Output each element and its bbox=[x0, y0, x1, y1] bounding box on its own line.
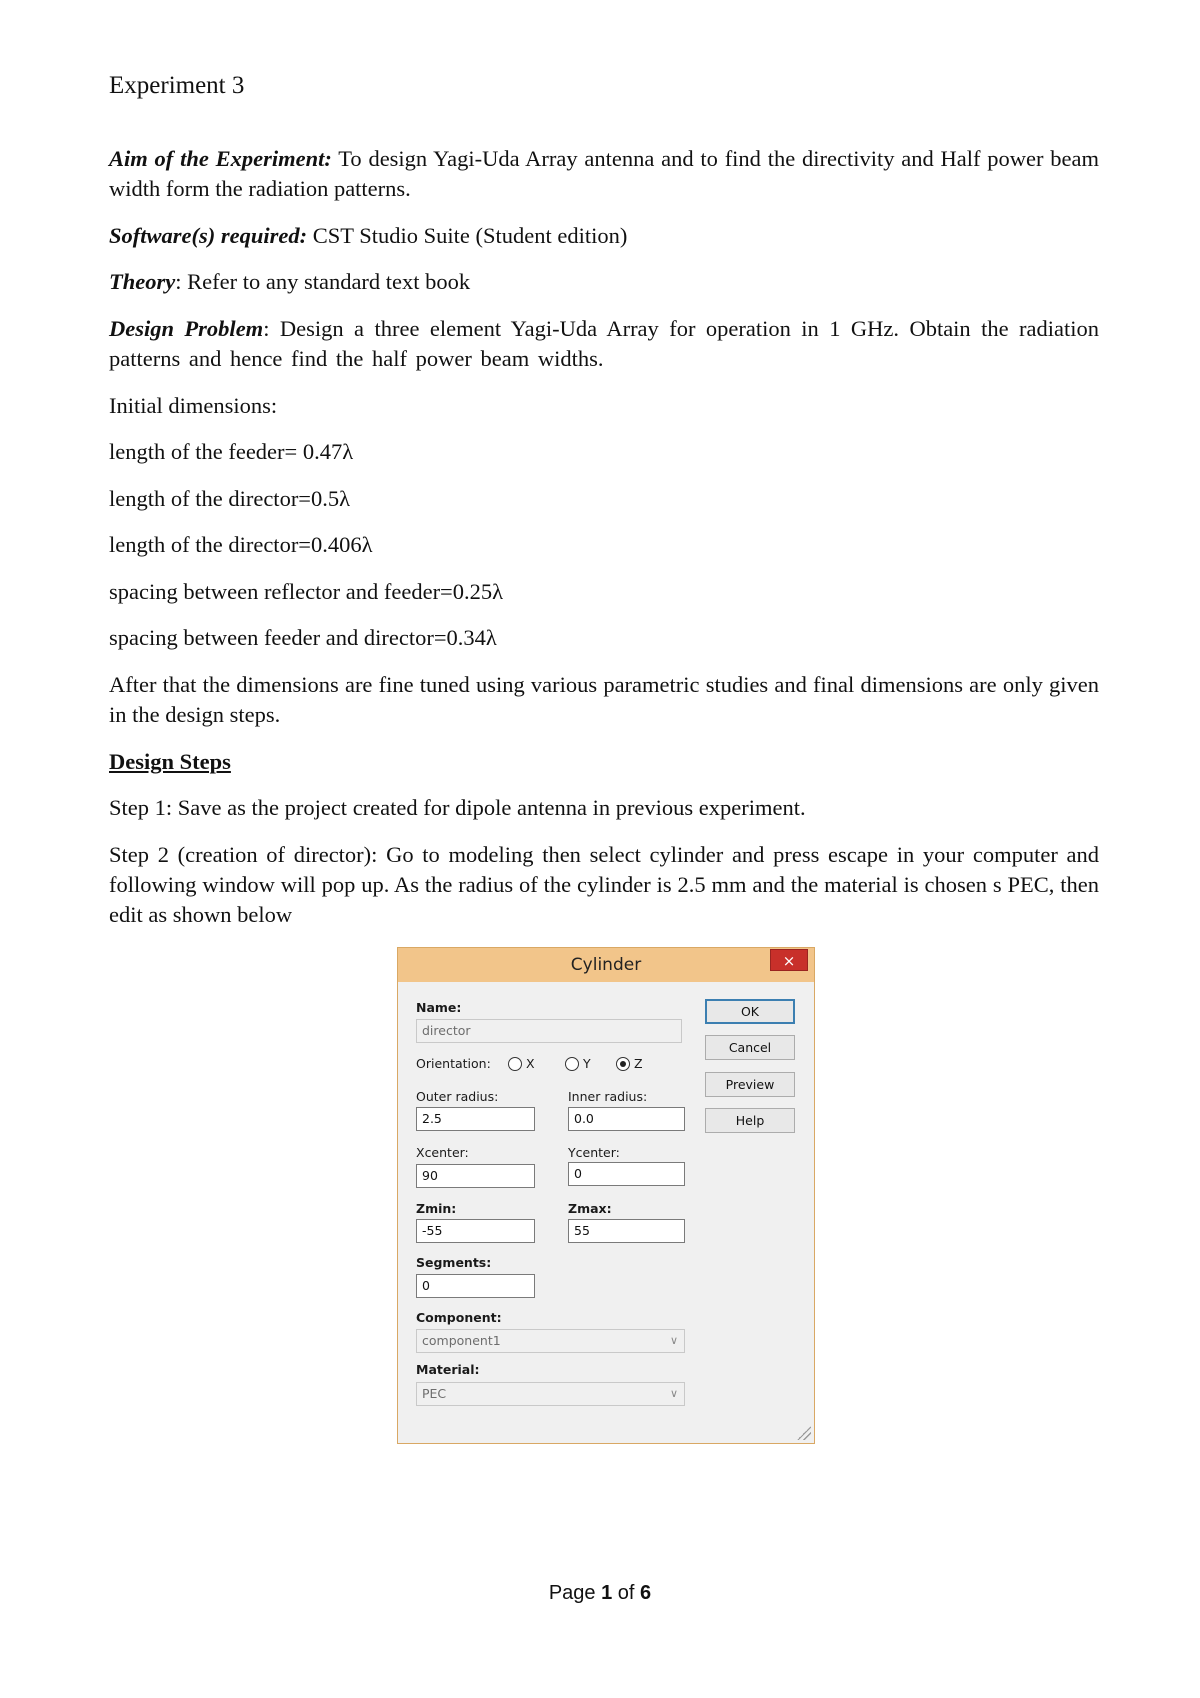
ycenter-field[interactable]: 0 bbox=[568, 1162, 685, 1186]
orientation-x-label: X bbox=[526, 1056, 535, 1071]
footer-of-word: of bbox=[617, 1582, 635, 1604]
footer-page-word: Page bbox=[548, 1582, 596, 1604]
aim-text: To design Yagi-Uda Array antenna and to find the directivity and Half power beam width form the radiation patterns. bbox=[109, 146, 1100, 201]
step-2: Step 2 (creation of director): Go to modeling then select cylinder and press escape in your computer and following window will pop up. As the radius of the cylinder is 2.5 mm and the material is chosen s PEC, then edit as shown below bbox=[109, 842, 1099, 927]
component-label: Component: bbox=[416, 1310, 502, 1325]
chevron-down-icon: ∨ bbox=[669, 1387, 678, 1400]
zmax-label: Zmax: bbox=[568, 1201, 612, 1216]
cancel-button[interactable]: Cancel bbox=[705, 1035, 795, 1060]
orientation-z-radio[interactable] bbox=[616, 1057, 630, 1071]
design-problem-text: : Design a three element Yagi-Uda Array for operation in 1 GHz. Obtain the radiation patterns and hence find the half power beam widths. bbox=[109, 316, 1100, 371]
step-1: Step 1: Save as the project created for dipole antenna in previous experiment. bbox=[109, 795, 806, 820]
preview-button[interactable]: Preview bbox=[705, 1072, 795, 1097]
outer-radius-label: Outer radius: bbox=[416, 1089, 499, 1104]
dimension-item: length of the director=0.5λ bbox=[109, 486, 351, 511]
zmax-field[interactable]: 55 bbox=[568, 1219, 685, 1243]
xcenter-label: Xcenter: bbox=[416, 1145, 469, 1160]
zmin-field[interactable]: -55 bbox=[416, 1219, 535, 1243]
segments-label: Segments: bbox=[416, 1255, 492, 1270]
theory-paragraph bbox=[109, 267, 1099, 297]
xcenter-field[interactable]: 90 bbox=[416, 1164, 535, 1188]
dimension-item: spacing between reflector and feeder=0.25λ bbox=[109, 579, 504, 604]
component-select[interactable] bbox=[416, 1329, 685, 1353]
orientation-y-radio[interactable] bbox=[565, 1057, 579, 1071]
resize-grip-icon[interactable] bbox=[797, 1426, 811, 1440]
name-field[interactable]: director bbox=[416, 1019, 682, 1043]
orientation-y-label: Y bbox=[583, 1056, 591, 1071]
component-value: component1 bbox=[422, 1333, 501, 1348]
page-footer bbox=[0, 1582, 1200, 1605]
help-button[interactable]: Help bbox=[705, 1108, 795, 1133]
orientation-z-label: Z bbox=[634, 1056, 643, 1071]
design-problem-label: Design Problem bbox=[109, 316, 264, 341]
dimension-item: spacing between feeder and director=0.34λ bbox=[109, 625, 497, 650]
aim-paragraph bbox=[109, 144, 1099, 204]
inner-radius-label: Inner radius: bbox=[568, 1089, 648, 1104]
orientation-label: Orientation: bbox=[416, 1056, 491, 1071]
after-paragraph: After that the dimensions are fine tuned using various parametric studies and final dimensions are only given in the design steps. bbox=[109, 672, 1099, 727]
inner-radius-field[interactable]: 0.0 bbox=[568, 1107, 685, 1131]
ok-button[interactable]: OK bbox=[705, 999, 795, 1024]
close-icon[interactable]: × bbox=[770, 949, 808, 971]
dialog-body bbox=[402, 982, 810, 1438]
theory-text: : Refer to any standard text book bbox=[175, 269, 471, 294]
footer-page-total: 6 bbox=[640, 1582, 652, 1604]
footer-page-number: 1 bbox=[601, 1582, 613, 1604]
page-title: Experiment 3 bbox=[109, 72, 245, 99]
chevron-down-icon: ∨ bbox=[669, 1334, 678, 1347]
dialog-title: Cylinder bbox=[570, 955, 642, 975]
zmin-label: Zmin: bbox=[416, 1201, 457, 1216]
orientation-x-radio[interactable] bbox=[508, 1057, 522, 1071]
initial-dimensions-label: Initial dimensions: bbox=[109, 393, 278, 418]
software-paragraph bbox=[109, 221, 1099, 251]
dialog-titlebar bbox=[398, 948, 814, 982]
design-steps-heading: Design Steps bbox=[109, 749, 231, 774]
segments-field[interactable]: 0 bbox=[416, 1274, 535, 1298]
outer-radius-field[interactable]: 2.5 bbox=[416, 1107, 535, 1131]
material-value: PEC bbox=[422, 1386, 447, 1401]
cylinder-dialog bbox=[397, 947, 815, 1444]
name-label: Name: bbox=[416, 1000, 462, 1015]
software-text: CST Studio Suite (Student edition) bbox=[307, 223, 628, 248]
theory-label: Theory bbox=[109, 269, 176, 294]
dimension-item: length of the feeder= 0.47λ bbox=[109, 439, 354, 464]
software-label: Software(s) required: bbox=[109, 223, 308, 248]
aim-label: Aim of the Experiment: bbox=[109, 146, 332, 171]
material-label: Material: bbox=[416, 1362, 480, 1377]
ycenter-label: Ycenter: bbox=[568, 1145, 620, 1160]
design-problem-paragraph bbox=[109, 314, 1099, 374]
material-select[interactable] bbox=[416, 1382, 685, 1406]
dimension-item: length of the director=0.406λ bbox=[109, 532, 373, 557]
